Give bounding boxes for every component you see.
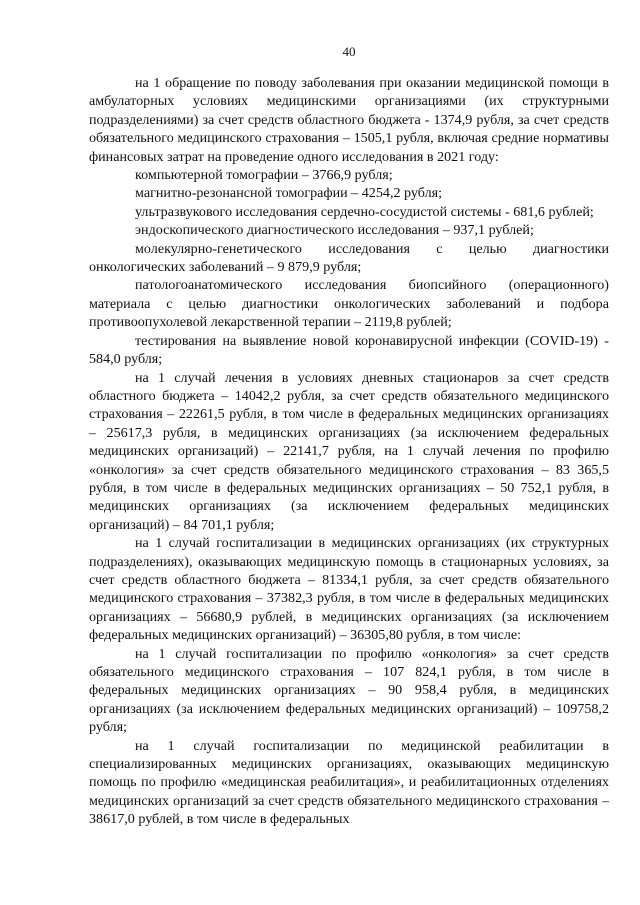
paragraph-ultrasound: ультразвукового исследования сердечно-сосудистой системы - 681,6 рублей;: [135, 203, 594, 220]
paragraph-day-hospital: на 1 случай лечения в условиях дневных стационаров за счет средств областного бюджета – 14042,2 рубля, за счет средств обязательного медицинского страхования – 22261,5 рубля, в том числе в федеральных медицинских организациях – 25617,3 рубля, в медицинских организациях (за исключением федеральных медицинских организаций) – 22141,7 рубля, на 1 случай лечения по профилю «онкология» за счет средств обязательного медицинского страхования – 83 365,5 рубля, в том числе в федеральных медицинских организациях – 50 752,1 рубля, в медицинских организациях (за исключением федеральных медицинских организаций) – 84 701,1 рубля;: [89, 369, 609, 533]
paragraph-ct: компьютерной томографии – 3766,9 рубля;: [135, 167, 393, 184]
paragraph-pathology: патологоанатомического исследования биопсийного (операционного) материала с целью диагностики онкологических заболеваний и подбора противоопухолевой лекарственной терапии – 2119,8 рублей;: [89, 277, 609, 331]
paragraph-molecular-genetic: молекулярно-генетического исследования с целью диагностики онкологических заболеваний – 9 879,9 рубля;: [89, 240, 609, 276]
paragraph-hospitalization: на 1 случай госпитализации в медицинских организациях (их структурных подразделениях), оказывающих медицинскую помощь в стационарных условиях, за счет средств областного бюджета – 81334,1 рубля, за счет средств обязательного медицинского страхования – 37382,3 рубля, в том числе в федеральных медицинских организациях – 56680,9 рублей, в медицинских организациях (за исключением федеральных медицинских организаций) – 36305,80 рубля, в том числе:: [89, 535, 609, 644]
paragraph-oncology-hospitalization: на 1 случай госпитализации по профилю «онкология» за счет средств обязательного медицинского страхования – 107 824,1 рубля, в том числе в федеральных медицинских организациях – 90 958,4 рубля, в медицинских организациях (за исключением федеральных медицинских организаций) – 109758,2 рубля;: [89, 645, 609, 736]
paragraph-outpatient-norms: на 1 обращение по поводу заболевания при оказании медицинской помощи в амбулаторных условиях медицинскими организациями (их структурными подразделениями) за счет средств областного бюджета - 1374,9 рубля, за счет средств обязательного медицинского страхования – 1505,1 рубля, включая средние нормативы финансовых затрат на проведение одного исследования в 2021 году:: [89, 75, 609, 165]
paragraph-mri: магнитно-резонансной томографии – 4254,2 рубля;: [135, 185, 443, 202]
paragraph-covid-testing: тестирования на выявление новой коронавирусной инфекции (COVID-19) - 584,0 рубля;: [89, 332, 609, 368]
paragraph-endoscopy: эндоскопического диагностического исследования – 937,1 рублей;: [135, 222, 534, 239]
page-number: 40: [342, 44, 356, 59]
paragraph-rehabilitation: на 1 случай госпитализации по медицинской реабилитации в специализированных медицинских организациях, оказывающих медицинскую помощь по профилю «медицинская реабилитация», и реабилитационных отделениях медицинских организаций за счет средств обязательного медицинского страхования – 38617,0 рублей, в том числе в федеральных: [89, 737, 609, 828]
